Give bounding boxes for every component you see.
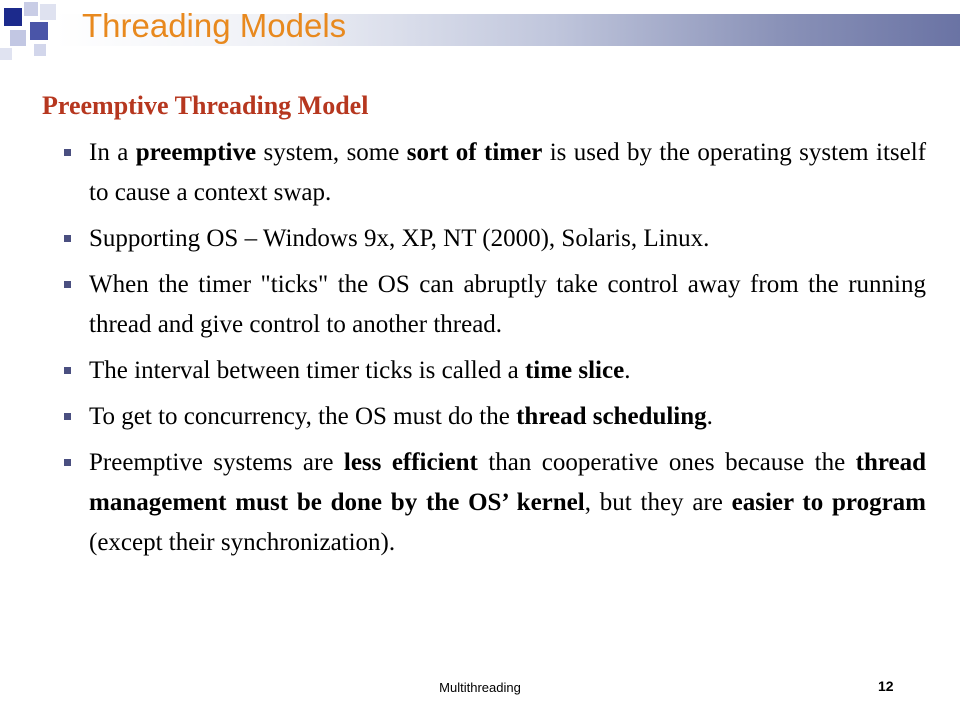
bullet-text: system, some	[256, 139, 407, 166]
decor-square	[24, 2, 38, 16]
bullet-text: is used by the operating system itself to cause a context swap.	[89, 139, 927, 206]
decor-square	[30, 22, 48, 40]
bullet-bold-text: thread scheduling	[516, 403, 707, 430]
decor-square	[0, 48, 12, 60]
decor-square	[10, 30, 26, 46]
bullet-text: (except their synchronization).	[89, 529, 396, 556]
bullet-bold-text: thread management must be done by the OS’ kernel	[89, 449, 926, 516]
bullet-item	[64, 133, 926, 213]
bullet-item	[64, 351, 926, 391]
bullet-text: When the timer "ticks" the OS can abruptly take control away from the running thread and give control to another thread.	[89, 271, 926, 338]
bullet-text: Preemptive systems are	[89, 449, 344, 476]
bullet-square-icon	[64, 281, 71, 288]
bullet-bold-text: less efficient	[343, 449, 478, 476]
bullet-square-icon	[64, 459, 71, 466]
bullet-bold-text: time slice	[524, 357, 625, 384]
decor-square	[4, 8, 22, 26]
bullet-square-icon	[64, 367, 71, 374]
bullet-square-icon	[64, 235, 71, 242]
bullet-text: The interval between timer ticks is called a	[89, 357, 525, 384]
bullet-item	[64, 397, 926, 437]
bullet-item	[64, 443, 926, 563]
bullet-list	[64, 133, 926, 569]
bullet-item	[64, 265, 926, 345]
bullet-square-icon	[64, 413, 71, 420]
bullet-text: .	[706, 403, 713, 430]
slide-subtitle: Preemptive Threading Model	[42, 91, 369, 120]
bullet-bold-text: preemptive	[135, 139, 257, 166]
bullet-item	[64, 219, 926, 259]
slide-title: Threading Models	[82, 7, 347, 44]
bullet-text: In a	[89, 139, 136, 166]
decor-square	[40, 4, 56, 20]
bullet-text: To get to concurrency, the OS must do the	[89, 403, 517, 430]
page-number: 12	[878, 678, 894, 694]
bullet-text: , but they are	[584, 489, 732, 516]
bullet-bold-text: sort of timer	[406, 139, 543, 166]
bullet-text: Supporting OS – Windows 9x, XP, NT (2000), Solaris, Linux.	[89, 225, 710, 252]
decor-square	[34, 44, 46, 56]
bullet-text: than cooperative ones because the	[477, 449, 856, 476]
bullet-text: .	[624, 357, 631, 384]
footer-text: Multithreading	[439, 680, 521, 695]
bullet-bold-text: easier to program	[731, 489, 926, 516]
bullet-square-icon	[64, 149, 71, 156]
